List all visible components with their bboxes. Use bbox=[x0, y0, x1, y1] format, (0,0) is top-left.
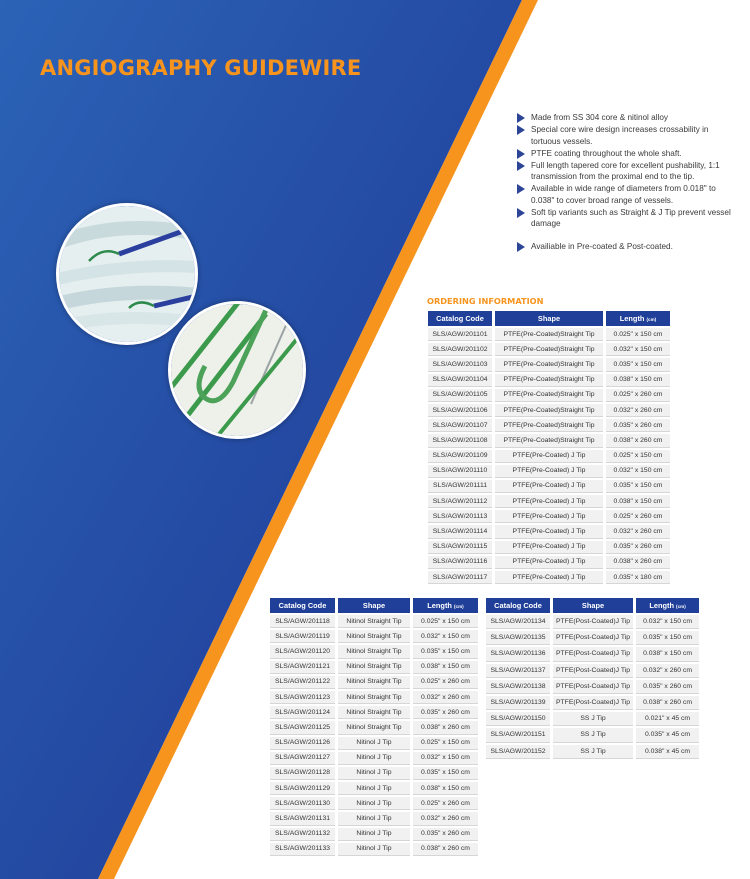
catalog-code-cell: SLS/AGW/201129 bbox=[270, 782, 335, 795]
length-cell: 0.032" x 150 cm bbox=[606, 343, 670, 356]
table-row bbox=[428, 434, 670, 447]
catalog-code-cell: SLS/AGW/201128 bbox=[270, 767, 335, 780]
table-row bbox=[486, 647, 699, 661]
length-cell: 0.035" x 150 cm bbox=[606, 480, 670, 493]
table-header-row bbox=[270, 598, 478, 613]
catalog-code-cell: SLS/AGW/201131 bbox=[270, 812, 335, 825]
shape-cell: PTFE(Pre-Coated) J Tip bbox=[495, 510, 603, 523]
table-row bbox=[270, 645, 478, 658]
length-cell: 0.032" x 260 cm bbox=[606, 525, 670, 538]
length-cell: 0.032" x 150 cm bbox=[606, 465, 670, 478]
feature-item: Full length tapered core for excellent pushability, 1:1 transmission from the proximal end to the tip. bbox=[517, 160, 739, 183]
length-cell: 0.038" x 45 cm bbox=[636, 745, 699, 759]
length-cell: 0.035" x 260 cm bbox=[606, 419, 670, 432]
ordering-table-postcoated bbox=[483, 596, 702, 761]
table-row bbox=[428, 480, 670, 493]
shape-cell: PTFE(Post-Coated)J Tip bbox=[553, 615, 633, 629]
length-cell: 0.035" x 260 cm bbox=[606, 541, 670, 554]
catalog-code-cell: SLS/AGW/201117 bbox=[428, 571, 492, 584]
catalog-code-cell: SLS/AGW/201150 bbox=[486, 712, 550, 726]
length-cell: 0.038" x 260 cm bbox=[413, 721, 478, 734]
table-row bbox=[428, 328, 670, 341]
table-row bbox=[270, 706, 478, 719]
shape-cell: PTFE(Pre-Coated) J Tip bbox=[495, 556, 603, 569]
shape-cell: PTFE(Post-Coated)J Tip bbox=[553, 680, 633, 694]
shape-cell: Nitinol Straight Tip bbox=[338, 721, 410, 734]
shape-cell: PTFE(Pre-Coated) J Tip bbox=[495, 480, 603, 493]
shape-cell: PTFE(Pre-Coated) J Tip bbox=[495, 541, 603, 554]
triangle-bullet-icon bbox=[517, 184, 525, 194]
table-row bbox=[428, 450, 670, 463]
length-cell: 0.025" x 150 cm bbox=[413, 615, 478, 628]
catalog-code-cell: SLS/AGW/201113 bbox=[428, 510, 492, 523]
length-cell: 0.025" x 260 cm bbox=[606, 389, 670, 402]
shape-cell: PTFE(Pre-Coated)Straight Tip bbox=[495, 404, 603, 417]
shape-cell: Nitinol J Tip bbox=[338, 828, 410, 841]
table-row bbox=[270, 797, 478, 810]
shape-cell: PTFE(Pre-Coated) J Tip bbox=[495, 525, 603, 538]
length-cell: 0.032" x 260 cm bbox=[636, 664, 699, 678]
ordering-table-nitinol bbox=[267, 596, 481, 858]
catalog-code-cell: SLS/AGW/201124 bbox=[270, 706, 335, 719]
catalog-code-cell: SLS/AGW/201135 bbox=[486, 631, 550, 645]
shape-cell: Nitinol J Tip bbox=[338, 843, 410, 856]
catalog-code-cell: SLS/AGW/201116 bbox=[428, 556, 492, 569]
length-cell: 0.035" x 260 cm bbox=[636, 680, 699, 694]
shape-cell: Nitinol J Tip bbox=[338, 737, 410, 750]
catalog-code-cell: SLS/AGW/201122 bbox=[270, 676, 335, 689]
header-catalog-code: Catalog Code bbox=[486, 598, 550, 613]
length-cell: 0.038" x 150 cm bbox=[413, 782, 478, 795]
length-cell: 0.035" x 260 cm bbox=[413, 828, 478, 841]
shape-cell: SS J Tip bbox=[553, 745, 633, 759]
table-row bbox=[428, 495, 670, 508]
catalog-code-cell: SLS/AGW/201110 bbox=[428, 465, 492, 478]
table-row bbox=[486, 728, 699, 742]
shape-cell: PTFE(Post-Coated)J Tip bbox=[553, 696, 633, 710]
table-row bbox=[486, 712, 699, 726]
catalog-code-cell: SLS/AGW/201118 bbox=[270, 615, 335, 628]
shape-cell: PTFE(Pre-Coated) J Tip bbox=[495, 465, 603, 478]
feature-item: Special core wire design increases crossability in tortuous vessels. bbox=[517, 124, 739, 147]
catalog-code-cell: SLS/AGW/201106 bbox=[428, 404, 492, 417]
table-row bbox=[270, 737, 478, 750]
page-title: ANGIOGRAPHY GUIDEWIRE bbox=[40, 56, 362, 80]
catalog-code-cell: SLS/AGW/201133 bbox=[270, 843, 335, 856]
catalog-code-cell: SLS/AGW/201111 bbox=[428, 480, 492, 493]
header-catalog-code: Catalog Code bbox=[270, 598, 335, 613]
shape-cell: SS J Tip bbox=[553, 728, 633, 742]
length-cell: 0.032" x 260 cm bbox=[413, 691, 478, 704]
catalog-code-cell: SLS/AGW/201120 bbox=[270, 645, 335, 658]
shape-cell: PTFE(Post-Coated)J Tip bbox=[553, 631, 633, 645]
table-row bbox=[270, 752, 478, 765]
shape-cell: PTFE(Pre-Coated)Straight Tip bbox=[495, 328, 603, 341]
table-header-row bbox=[428, 311, 670, 326]
triangle-bullet-icon bbox=[517, 113, 525, 123]
header-length: Length (cm) bbox=[606, 311, 670, 326]
catalog-code-cell: SLS/AGW/201104 bbox=[428, 374, 492, 387]
j-tip-guidewire-photo bbox=[168, 301, 306, 439]
length-cell: 0.038" x 150 cm bbox=[606, 495, 670, 508]
shape-cell: PTFE(Pre-Coated) J Tip bbox=[495, 495, 603, 508]
table-row bbox=[270, 676, 478, 689]
catalog-code-cell: SLS/AGW/201125 bbox=[270, 721, 335, 734]
shape-cell: Nitinol Straight Tip bbox=[338, 706, 410, 719]
catalog-code-cell: SLS/AGW/201138 bbox=[486, 680, 550, 694]
feature-item: Made from SS 304 core & nitinol alloy bbox=[517, 112, 739, 124]
header-shape: Shape bbox=[553, 598, 633, 613]
shape-cell: PTFE(Pre-Coated)Straight Tip bbox=[495, 389, 603, 402]
catalog-code-cell: SLS/AGW/201103 bbox=[428, 358, 492, 371]
table-row bbox=[270, 812, 478, 825]
header-length: Length (cm) bbox=[413, 598, 478, 613]
length-cell: 0.032" x 260 cm bbox=[413, 812, 478, 825]
catalog-code-cell: SLS/AGW/201151 bbox=[486, 728, 550, 742]
catalog-code-cell: SLS/AGW/201108 bbox=[428, 434, 492, 447]
length-cell: 0.038" x 260 cm bbox=[636, 696, 699, 710]
catalog-code-cell: SLS/AGW/201137 bbox=[486, 664, 550, 678]
catalog-code-cell: SLS/AGW/201127 bbox=[270, 752, 335, 765]
table-row bbox=[270, 767, 478, 780]
shape-cell: PTFE(Post-Coated)J Tip bbox=[553, 647, 633, 661]
table-header-row bbox=[486, 598, 699, 613]
table-row bbox=[428, 358, 670, 371]
table-row bbox=[486, 631, 699, 645]
shape-cell: PTFE(Pre-Coated)Straight Tip bbox=[495, 434, 603, 447]
shape-cell: Nitinol J Tip bbox=[338, 797, 410, 810]
table-row bbox=[428, 419, 670, 432]
length-cell: 0.035" x 180 cm bbox=[606, 571, 670, 584]
shape-cell: SS J Tip bbox=[553, 712, 633, 726]
shape-cell: PTFE(Pre-Coated)Straight Tip bbox=[495, 358, 603, 371]
header-shape: Shape bbox=[338, 598, 410, 613]
shape-cell: Nitinol Straight Tip bbox=[338, 630, 410, 643]
length-cell: 0.035" x 260 cm bbox=[413, 706, 478, 719]
catalog-code-cell: SLS/AGW/201136 bbox=[486, 647, 550, 661]
length-cell: 0.038" x 260 cm bbox=[606, 434, 670, 447]
table-row bbox=[270, 828, 478, 841]
length-cell: 0.038" x 260 cm bbox=[606, 556, 670, 569]
catalog-code-cell: SLS/AGW/201115 bbox=[428, 541, 492, 554]
table-row bbox=[270, 782, 478, 795]
catalog-code-cell: SLS/AGW/201121 bbox=[270, 661, 335, 674]
length-cell: 0.032" x 150 cm bbox=[413, 630, 478, 643]
feature-item: Availiable in Pre-coated & Post-coated. bbox=[517, 241, 739, 253]
catalog-code-cell: SLS/AGW/201134 bbox=[486, 615, 550, 629]
header-length: Length (cm) bbox=[636, 598, 699, 613]
table-row bbox=[486, 745, 699, 759]
table-row bbox=[428, 389, 670, 402]
feature-item: Soft tip variants such as Straight & J Tip prevent vessel damage bbox=[517, 207, 739, 230]
shape-cell: Nitinol J Tip bbox=[338, 767, 410, 780]
shape-cell: PTFE(Pre-Coated)Straight Tip bbox=[495, 374, 603, 387]
triangle-bullet-icon bbox=[517, 149, 525, 159]
catalog-code-cell: SLS/AGW/201102 bbox=[428, 343, 492, 356]
catalog-code-cell: SLS/AGW/201112 bbox=[428, 495, 492, 508]
table-row bbox=[486, 696, 699, 710]
ordering-table-precoated bbox=[425, 309, 673, 586]
header-catalog-code: Catalog Code bbox=[428, 311, 492, 326]
table-row bbox=[486, 680, 699, 694]
table-row bbox=[428, 571, 670, 584]
shape-cell: PTFE(Pre-Coated) J Tip bbox=[495, 571, 603, 584]
table-row bbox=[270, 661, 478, 674]
header-shape: Shape bbox=[495, 311, 603, 326]
catalog-code-cell: SLS/AGW/201152 bbox=[486, 745, 550, 759]
triangle-bullet-icon bbox=[517, 161, 525, 171]
length-cell: 0.038" x 150 cm bbox=[636, 647, 699, 661]
table-row bbox=[428, 525, 670, 538]
table-row bbox=[270, 615, 478, 628]
table-row bbox=[270, 721, 478, 734]
length-cell: 0.025" x 150 cm bbox=[606, 450, 670, 463]
shape-cell: Nitinol Straight Tip bbox=[338, 645, 410, 658]
table-row bbox=[428, 510, 670, 523]
table-row bbox=[486, 615, 699, 629]
feature-item: PTFE coating throughout the whole shaft. bbox=[517, 148, 739, 160]
catalog-code-cell: SLS/AGW/201119 bbox=[270, 630, 335, 643]
catalog-code-cell: SLS/AGW/201107 bbox=[428, 419, 492, 432]
length-cell: 0.035" x 150 cm bbox=[606, 358, 670, 371]
catalog-code-cell: SLS/AGW/201126 bbox=[270, 737, 335, 750]
length-cell: 0.025" x 150 cm bbox=[606, 328, 670, 341]
shape-cell: PTFE(Pre-Coated)Straight Tip bbox=[495, 343, 603, 356]
catalog-code-cell: SLS/AGW/201139 bbox=[486, 696, 550, 710]
length-cell: 0.032" x 260 cm bbox=[606, 404, 670, 417]
catalog-code-cell: SLS/AGW/201105 bbox=[428, 389, 492, 402]
table-row bbox=[486, 664, 699, 678]
length-cell: 0.032" x 150 cm bbox=[413, 752, 478, 765]
length-cell: 0.021" x 45 cm bbox=[636, 712, 699, 726]
length-cell: 0.035" x 150 cm bbox=[636, 631, 699, 645]
table-row bbox=[270, 691, 478, 704]
length-cell: 0.038" x 150 cm bbox=[413, 661, 478, 674]
length-cell: 0.025" x 150 cm bbox=[413, 737, 478, 750]
catalog-code-cell: SLS/AGW/201109 bbox=[428, 450, 492, 463]
guidewire-coil-photo bbox=[56, 203, 198, 345]
table-row bbox=[428, 465, 670, 478]
table-row bbox=[270, 630, 478, 643]
length-cell: 0.025" x 260 cm bbox=[606, 510, 670, 523]
catalog-code-cell: SLS/AGW/201114 bbox=[428, 525, 492, 538]
shape-cell: PTFE(Pre-Coated)Straight Tip bbox=[495, 419, 603, 432]
shape-cell: Nitinol Straight Tip bbox=[338, 691, 410, 704]
table-row bbox=[428, 556, 670, 569]
catalog-code-cell: SLS/AGW/201123 bbox=[270, 691, 335, 704]
length-cell: 0.038" x 260 cm bbox=[413, 843, 478, 856]
shape-cell: Nitinol Straight Tip bbox=[338, 661, 410, 674]
table-row bbox=[428, 404, 670, 417]
shape-cell: Nitinol J Tip bbox=[338, 812, 410, 825]
feature-item: Available in wide range of diameters from 0.018" to 0.038" to cover broad range of vessels. bbox=[517, 183, 739, 206]
shape-cell: Nitinol Straight Tip bbox=[338, 615, 410, 628]
catalog-code-cell: SLS/AGW/201101 bbox=[428, 328, 492, 341]
catalog-code-cell: SLS/AGW/201130 bbox=[270, 797, 335, 810]
length-cell: 0.035" x 150 cm bbox=[413, 645, 478, 658]
length-cell: 0.032" x 150 cm bbox=[636, 615, 699, 629]
length-cell: 0.035" x 150 cm bbox=[413, 767, 478, 780]
shape-cell: Nitinol Straight Tip bbox=[338, 676, 410, 689]
table-row bbox=[428, 343, 670, 356]
length-cell: 0.025" x 260 cm bbox=[413, 797, 478, 810]
triangle-bullet-icon bbox=[517, 242, 525, 252]
length-cell: 0.025" x 260 cm bbox=[413, 676, 478, 689]
triangle-bullet-icon bbox=[517, 125, 525, 135]
shape-cell: Nitinol J Tip bbox=[338, 782, 410, 795]
table-row bbox=[428, 541, 670, 554]
shape-cell: PTFE(Pre-Coated) J Tip bbox=[495, 450, 603, 463]
catalog-code-cell: SLS/AGW/201132 bbox=[270, 828, 335, 841]
length-cell: 0.035" x 45 cm bbox=[636, 728, 699, 742]
table-row bbox=[270, 843, 478, 856]
shape-cell: Nitinol J Tip bbox=[338, 752, 410, 765]
shape-cell: PTFE(Post-Coated)J Tip bbox=[553, 664, 633, 678]
ordering-information-heading: ORDERING INFORMATION bbox=[427, 296, 544, 306]
table-row bbox=[428, 374, 670, 387]
feature-list bbox=[517, 112, 739, 253]
triangle-bullet-icon bbox=[517, 208, 525, 218]
length-cell: 0.038" x 150 cm bbox=[606, 374, 670, 387]
